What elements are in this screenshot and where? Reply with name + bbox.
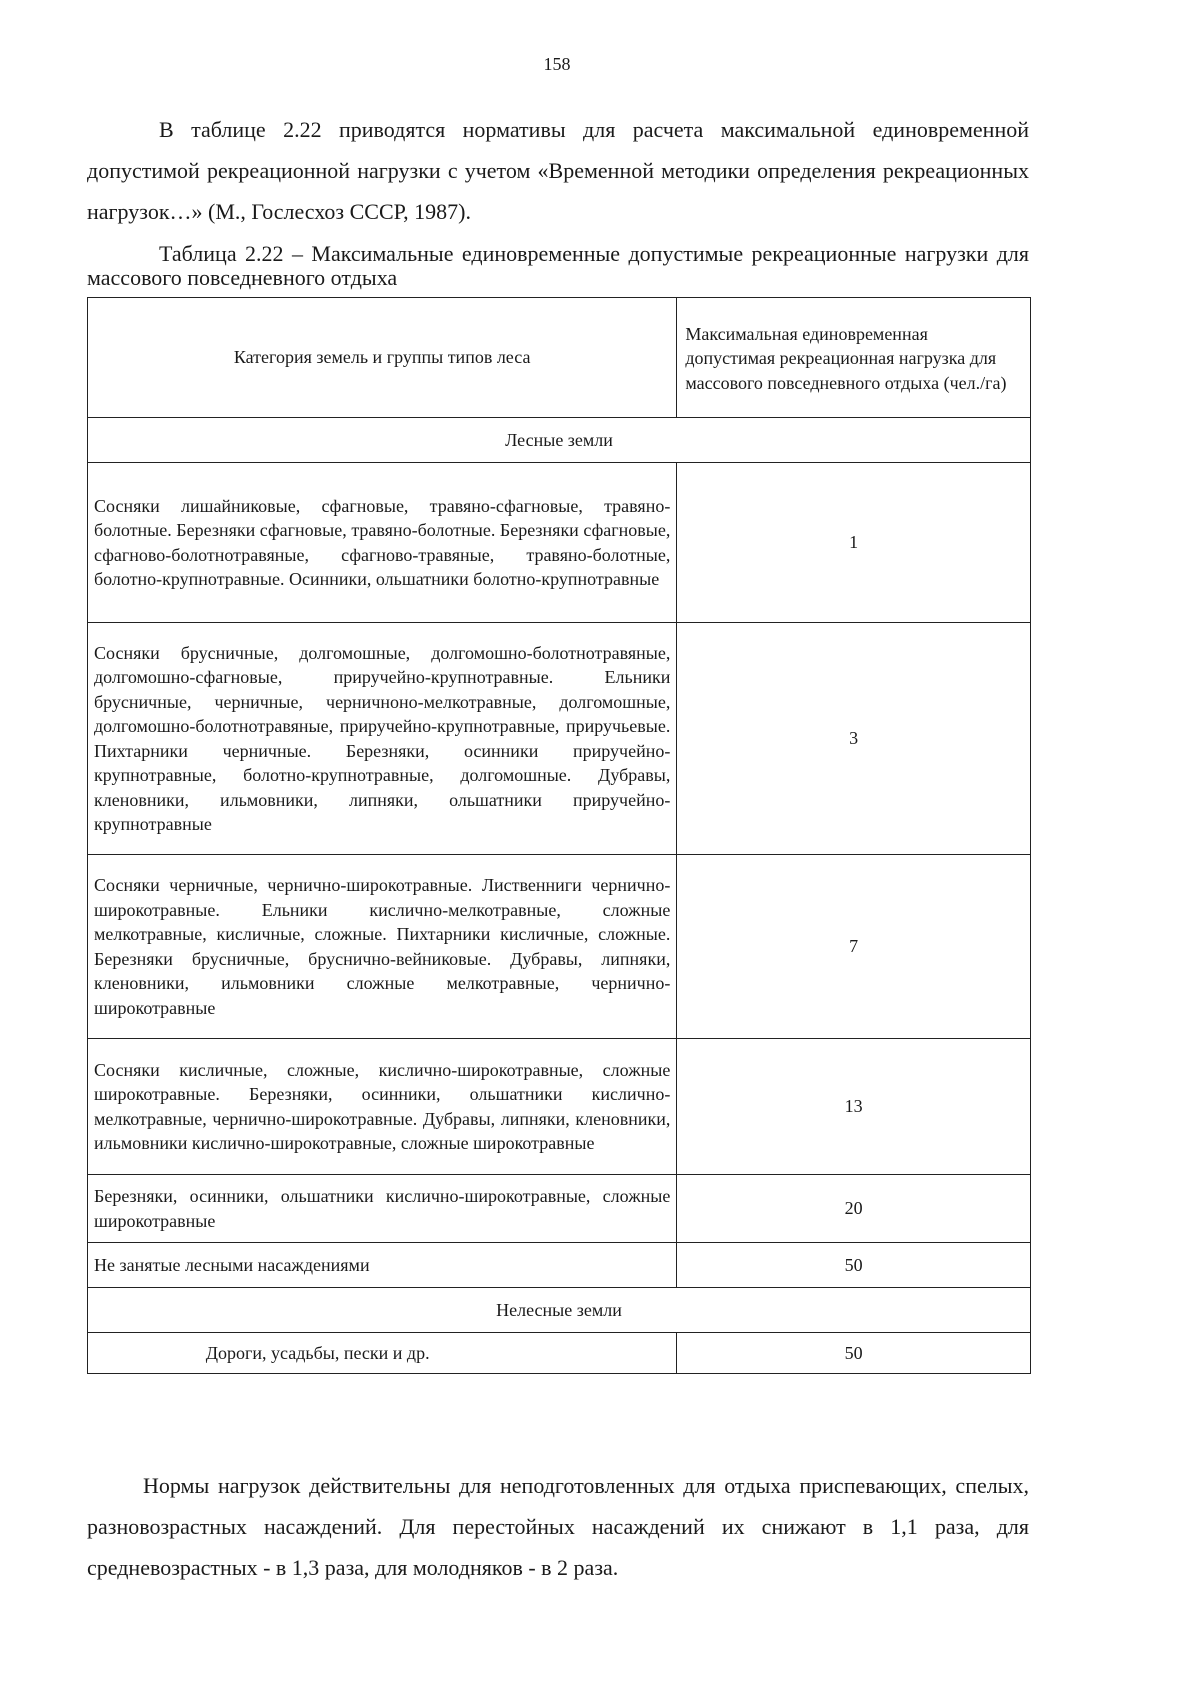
- row-category: Березняки, осинники, ольшатники кислично-широкотравные, сложные широкотравные: [88, 1175, 677, 1243]
- row-category: Сосняки лишайниковые, сфагновые, травяно-сфагновые, травяно-болотные. Березняки сфагновые, травяно-болотные. Березняки сфагновые, сфагново-болотнотравяные, сфагново-травяные, травяно-болотные, болотно-крупнотравные. Осинники, ольшатники болотно-крупнотравные: [88, 463, 677, 623]
- intro-paragraph: В таблице 2.22 приводятся нормативы для расчета максимальной единовременной допустимой рекреационной нагрузки с учетом «Временной методики определения рекреационных нагрузок…» (М., Гослесхоз СССР, 1987).: [87, 117, 1029, 224]
- table-row: [88, 1243, 1031, 1288]
- section-row-nonforest: [88, 1288, 1031, 1333]
- row-value: 50: [677, 1243, 1031, 1288]
- row-category: Не занятые лесными насаждениями: [88, 1243, 677, 1288]
- row-value: 20: [677, 1175, 1031, 1243]
- table-row: [88, 855, 1031, 1039]
- row-category: Сосняки кисличные, сложные, кислично-широкотравные, сложные широкотравные. Березняки, осинники, ольшатники кислично-мелкотравные, чернично-широкотравные. Дубравы, липняки, кленовники, ильмовники кислично-широкотравные, сложные широкотравные: [88, 1039, 677, 1175]
- row-value: 50: [677, 1333, 1031, 1374]
- row-value: 3: [677, 623, 1031, 855]
- page-number: 158: [543, 54, 571, 74]
- table-row: [88, 1039, 1031, 1175]
- row-category: Сосняки черничные, чернично-широкотравные. Лиственниги чернично-широкотравные. Ельники кислично-мелкотравные, сложные мелкотравные, кисличные, сложные. Пихтарники кисличные, сложные. Березняки брусничные, бруснично-вейниковые. Дубравы, липняки, кленовники, ильмовники сложные мелкотравные, чернично-широкотравные: [88, 855, 677, 1039]
- section-nonforest-label: Нелесные земли: [88, 1288, 1031, 1333]
- table-row: [88, 1333, 1031, 1374]
- recreation-load-table: [87, 297, 1031, 1374]
- header-value: Максимальная единовременная допустимая рекреационная нагрузка для массового повседневного отдыха (чел./га): [677, 298, 1031, 418]
- row-category: Сосняки брусничные, долгомошные, долгомошно-болотнотравяные, долгомошно-сфагновые, приручейно-крупнотравные. Ельники брусничные, черничные, черничноно-мелкотравные, долгомошные, долгомошно-болотнотравяные, приручейно-крупнотравные, приручьевые. Пихтарники черничные. Березняки, осинники приручейно-крупнотравные, болотно-крупнотравные, долгомошные. Дубравы, кленовники, ильмовники, липняки, ольшатники приручейно-крупнотравные: [88, 623, 677, 855]
- table-row: [88, 463, 1031, 623]
- row-value: 1: [677, 463, 1031, 623]
- row-value: 7: [677, 855, 1031, 1039]
- table-caption: Таблица 2.22 – Максимальные единовременные допустимые рекреационные нагрузки для массового повседневного отдыха: [87, 241, 1029, 290]
- row-value: 13: [677, 1039, 1031, 1175]
- table-header-row: [88, 298, 1031, 418]
- header-category: Категория земель и группы типов леса: [88, 298, 677, 418]
- row-category: Дороги, усадьбы, пески и др.: [88, 1333, 677, 1374]
- table-row: [88, 1175, 1031, 1243]
- section-row-forest: [88, 418, 1031, 463]
- section-forest-label: Лесные земли: [88, 418, 1031, 463]
- table-row: [88, 623, 1031, 855]
- closing-paragraph: Нормы нагрузок действительны для неподготовленных для отдыха приспевающих, спелых, разновозрастных насаждений. Для перестойных насаждений их снижают в 1,1 раза, для средневозрастных - в 1,3 раза, для молодняков - в 2 раза.: [87, 1473, 1029, 1580]
